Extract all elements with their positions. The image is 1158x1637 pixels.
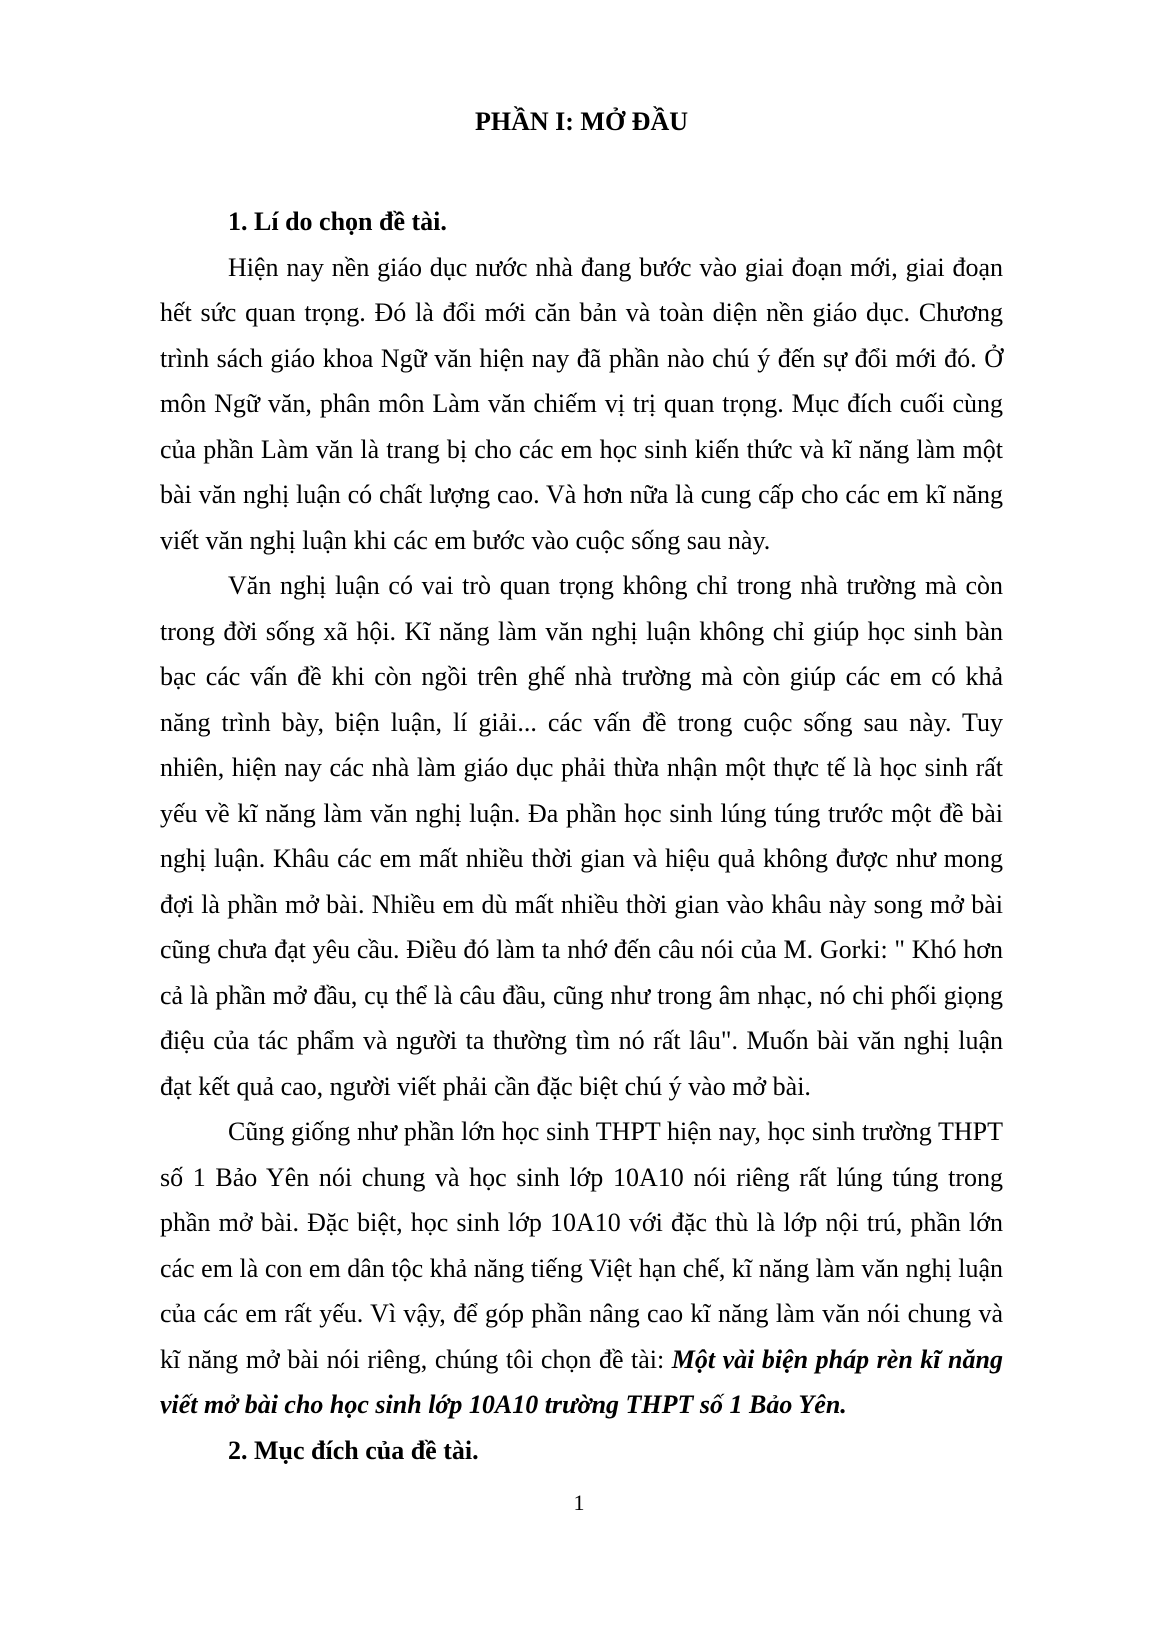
section-2-heading: 2. Mục đích của đề tài.: [228, 1435, 479, 1465]
topic-title: Một vài biện pháp rèn kĩ năng viết mở bài cho học sinh lớp 10A10 trường THPT số 1 Bảo Yên.: [160, 1344, 1003, 1419]
paragraph-1: Hiện nay nền giáo dục nước nhà đang bước vào giai đoạn mới, giai đoạn hết sức quan trọng. Đó là đổi mới căn bản và toàn diện nền giáo dục. Chương trình sách giáo khoa Ngữ văn hiện nay đã phần nào chú ý đến sự đổi mới đó. Ở môn Ngữ văn, phân môn Làm văn chiếm vị trị quan trọng. Mục đích cuối cùng của phần Làm văn là trang bị cho các em học sinh kiến thức và kĩ năng làm một bài văn nghị luận có chất lượng cao. Và hơn nữa là cung cấp cho các em kĩ năng viết văn nghị luận khi các em bước vào cuộc sống sau này.: [160, 252, 1003, 555]
paragraph-2: Văn nghị luận có vai trò quan trọng không chỉ trong nhà trường mà còn trong đời sống xã hội. Kĩ năng làm văn nghị luận không chỉ giúp học sinh bàn bạc các vấn đề khi còn ngồi trên ghế nhà trường mà còn giúp các em có khả năng trình bày, biện luận, lí giải... các vấn đề trong cuộc sống sau này. Tuy nhiên, hiện nay các nhà làm giáo dục phải thừa nhận một thực tế là học sinh rất yếu về kĩ năng làm văn nghị luận. Đa phần học sinh lúng túng trước một đề bài nghị luận. Khâu các em mất nhiều thời gian và hiệu quả không được như mong đợi là phần mở bài. Nhiều em dù mất nhiều thời gian vào khâu này song mở bài cũng chưa đạt yêu cầu. Điều đó làm ta nhớ đến câu nói của M. Gorki: " Khó hơn cả là phần mở đầu, cụ thể là câu đầu, cũng như trong âm nhạc, nó chi phối giọng điệu của tác phẩm và người ta thường tìm nó rất lâu". Muốn bài văn nghị luận đạt kết quả cao, người viết phải cần đặc biệt chú ý vào mở bài.: [160, 571, 1003, 1101]
part-title: PHẦN I: MỞ ĐẦU: [474, 107, 689, 136]
section-1-heading: 1. Lí do chọn đề tài.: [228, 207, 447, 236]
paragraph-3: [160, 1109, 1003, 1428]
paragraph-3-text: Cũng giống như phần lớn học sinh THPT hiện nay, học sinh trường THPT số 1 Bảo Yên nói chung và học sinh lớp 10A10 nói riêng rất lúng túng trong phần mở bài. Đặc biệt, học sinh lớp 10A10 với đặc thù là lớp nội trú, phần lớn các em là con em dân tộc khả năng tiếng Việt hạn chế, kĩ năng làm văn nghị luận của các em rất yếu. Vì vậy, để góp phần nâng cao kĩ năng làm văn nói chung và kĩ năng mở bài nói riêng, chúng tôi chọn đề tài:: [160, 1117, 1003, 1374]
document-page: [160, 98, 1003, 1473]
page-number: 1: [573, 1490, 585, 1515]
